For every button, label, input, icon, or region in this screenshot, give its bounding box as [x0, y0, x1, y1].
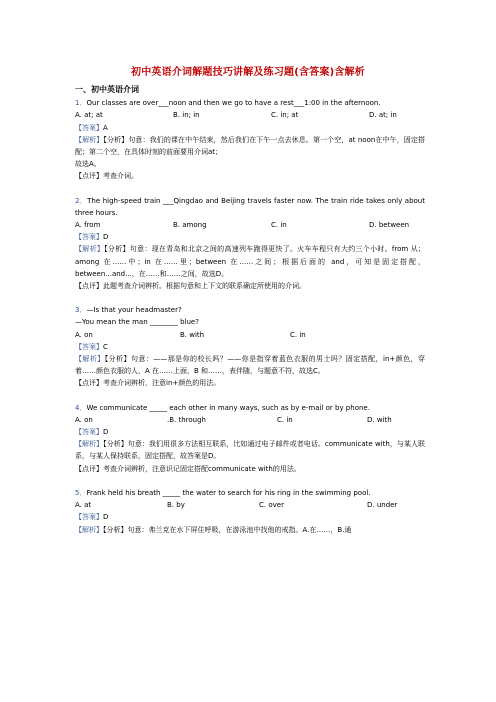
analysis-text: 【分析】句意：我们用很多方法相互联系，比如通过电子邮件或者电话。communicate with，与某人联系，与某人保持联系，固定搭配，故答案是D。: [75, 440, 425, 461]
comment-label: 【点评】: [75, 379, 103, 388]
options-row: [75, 219, 425, 231]
question-stem: [75, 304, 425, 316]
analysis-line: [75, 134, 425, 158]
option-a: A. at: [75, 501, 92, 510]
answer-line: [75, 231, 425, 243]
option-c: C. in: [271, 221, 287, 230]
analysis-text: 【分析】句意：弗兰克在水下屏住呼吸，在游泳池中找他的戒指。A.在……，B.通: [103, 525, 352, 534]
analysis-line: [75, 438, 425, 462]
option-b: B. among: [173, 221, 207, 230]
options-row: [75, 414, 425, 426]
analysis-line: [75, 353, 425, 377]
question-text: We communicate _____ each other in many ways, such as by e-mail or by phone.: [86, 403, 370, 412]
analysis-text: 【分析】句意：——那是你的校长吗？——你是指穿着蓝色衣服的男士吗？固定搭配，in+颜色，穿着……颜色衣服的人，A 在……上面，B 和……，表伴随，与题意不符，故选C。: [75, 355, 425, 376]
option-d: D. between: [369, 221, 410, 230]
analysis-label: 【解析】: [75, 525, 103, 534]
options-row: [75, 329, 425, 341]
question-4: [75, 402, 425, 475]
option-c: C. over: [259, 501, 284, 510]
answer-value: C: [103, 342, 108, 351]
question-number: 3．: [75, 306, 87, 315]
question-stem: [75, 402, 425, 414]
option-c: C. in; at: [271, 111, 299, 120]
answer-line: [75, 122, 425, 134]
analysis-text: 【分析】句意：我们的课在中午结束，然后我们在下午一点去休息。第一个空，at noon在中午，固定搭配；第二个空，在具体时刻的前面要用介词at；: [75, 135, 426, 157]
question-number: 2．: [75, 196, 88, 205]
option-a: A. from: [75, 221, 101, 230]
question-number: 5．: [75, 488, 87, 497]
analysis-label: 【解析】: [75, 135, 104, 144]
options-row: [75, 109, 425, 121]
comment-label: 【点评】: [75, 464, 103, 473]
question-text: Frank held his breath _____ the water to search for his ring in the swimming pool.: [86, 488, 371, 497]
question-text: —Is that your headmaster?: [86, 306, 182, 315]
option-b: B. by: [167, 501, 185, 510]
question-stem-line-2: —You mean the man ________ blue?: [75, 318, 199, 327]
answer-line: [75, 341, 425, 353]
comment-text: 考查介词。: [103, 172, 138, 181]
answer-value: D: [103, 428, 109, 437]
options-row: [75, 499, 425, 511]
analysis-text: 【分析】句意：现在青岛和北京之间的高速列车跑得更快了。火车车程只有大约三个小时。from 从；among 在……中；in 在……里；between 在……之间；根据后面的 and，可知是固定搭配，between...and...，在……和……之间，故选D。: [75, 245, 426, 278]
answer-label: 【答案】: [75, 123, 103, 132]
document-title: 初中英语介词解题技巧讲解及练习题(含答案)含解析: [131, 67, 365, 78]
question-1: [75, 97, 425, 182]
option-d: D. under: [367, 501, 398, 510]
comment-line: [75, 463, 425, 475]
answer-value: D: [103, 513, 109, 522]
answer-label: 【答案】: [75, 233, 103, 242]
question-stem: [75, 195, 425, 219]
option-b: B. with: [180, 330, 205, 339]
answer-label: 【答案】: [75, 513, 103, 522]
question-stem: [75, 97, 425, 109]
question-5: [75, 487, 425, 536]
question-number: 1．: [75, 99, 87, 108]
answer-label: 【答案】: [75, 342, 103, 351]
answer-line: [75, 511, 425, 523]
analysis-extra: 故选A。: [75, 160, 101, 169]
option-b: B. in; in: [173, 111, 200, 120]
comment-text: 考查介词辨析，注意in+颜色的用法。: [103, 379, 221, 388]
question-text: The high-speed train ___Qingdao and Beijing travels faster now. The train ride takes only about three hours.: [75, 196, 425, 217]
option-a: A. on: [75, 330, 93, 339]
answer-label: 【答案】: [75, 428, 103, 437]
section-heading: 一、初中英语介词: [75, 85, 139, 94]
comment-label: 【点评】: [75, 172, 103, 181]
option-d: D. at; in: [369, 111, 397, 120]
option-a: A. at; at: [75, 111, 103, 120]
answer-value: A: [103, 123, 108, 132]
question-number: 4．: [75, 403, 87, 412]
question-text: Our classes are over___noon and then we go to have a rest___1:00 in the afternoon.: [86, 99, 381, 108]
option-a: A. on: [75, 415, 93, 424]
answer-line: [75, 426, 425, 438]
comment-line: [75, 377, 425, 389]
analysis-label: 【解析】: [75, 440, 104, 449]
option-c: C. in: [290, 330, 306, 339]
comment-line: [75, 170, 425, 182]
analysis-label: 【解析】: [75, 245, 105, 254]
option-b: .B. through: [167, 415, 206, 424]
question-3: [75, 304, 425, 389]
comment-text: 考查介词辨析，注意识记固定搭配communicate with的用法。: [103, 464, 301, 473]
analysis-label: 【解析】: [75, 355, 105, 364]
option-d: D. with: [367, 415, 392, 424]
option-c: C. in: [277, 415, 293, 424]
question-2: [75, 195, 425, 293]
analysis-line: [75, 524, 425, 536]
comment-label: 【点评】: [75, 282, 103, 291]
comment-text: 此题考查介词辨析。根据句意和上下文的联系确定所使用的介词。: [103, 282, 306, 291]
analysis-line: [75, 243, 425, 280]
question-stem: [75, 487, 425, 499]
answer-value: D: [103, 233, 109, 242]
document-body: [75, 84, 425, 536]
comment-line: [75, 280, 425, 292]
